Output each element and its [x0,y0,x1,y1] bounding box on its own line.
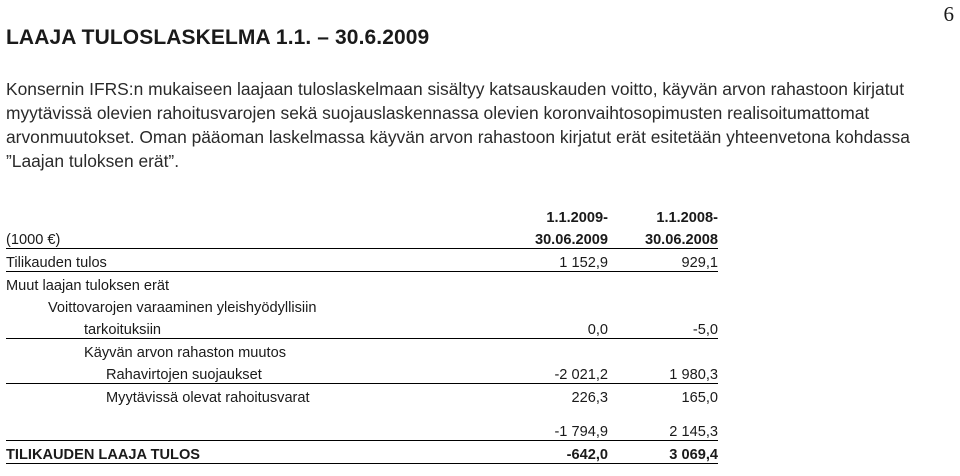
row-label: Käyvän arvon rahaston muutos [6,339,498,362]
row-value-2009: 1 152,9 [498,249,608,272]
row-value-2008 [608,339,718,362]
unit-label: (1000 €) [6,232,61,248]
table-row [6,384,718,407]
total-value-2009: -642,0 [498,441,608,464]
row-label [6,418,498,441]
col1-header-line1: 1.1.2009- [546,210,608,226]
subtotal-row [6,418,718,441]
table-row [6,316,718,339]
row-value-2009 [498,294,608,316]
row-value-2009 [498,339,608,362]
table-row [6,361,718,384]
row-value-2009: 0,0 [587,322,608,338]
row-value-2008: 1 980,3 [669,367,718,383]
row-label: Myytävissä olevat rahoitusvarat [6,384,498,407]
table-header-row-2 [6,226,718,249]
col2-header-line2: 30.06.2008 [644,232,718,248]
page-number: 6 [943,2,954,26]
row-value-2008: -5,0 [692,322,718,338]
table-header-row-1 [6,204,718,226]
row-value-2008: 165,0 [608,384,718,407]
table-row [6,339,718,362]
page-title: LAAJA TULOSLASKELMA 1.1. – 30.6.2009 [6,26,430,49]
comprehensive-income-table [6,204,718,464]
total-row [6,441,718,464]
row-value-2009: -1 794,9 [554,424,608,440]
spacer-row [6,406,718,418]
row-value-2009 [498,272,608,295]
row-value-2008 [608,294,718,316]
table-row [6,272,718,295]
table-row [6,249,718,272]
col2-header-line1: 1.1.2008- [656,210,718,226]
row-label: Voittovarojen varaaminen yleishyödyllisiin [48,300,317,316]
row-value-2009: -2 021,2 [554,367,608,383]
total-value-2008: 3 069,4 [608,441,718,464]
row-value-2008 [608,272,718,295]
row-value-2009: 226,3 [498,384,608,407]
intro-paragraph: Konsernin IFRS:n mukaiseen laajaan tuloslaskelmaan sisältyy katsauskauden voitto, käyvän arvon rahastoon kirjatut myytävissä olevien rahoitusvarojen sekä suojauslaskennassa olevien koronvaihtosopimusten realisoitumattomat arvonmuutokset. Oman pääoman laskelmassa käyvän arvon rahastoon kirjatut erät esitetään yhteenvetona kohdassa ”Laajan tuloksen erät”. [6,79,910,171]
table-row [6,294,718,316]
total-label: TILIKAUDEN LAAJA TULOS [6,441,498,464]
row-value-2008: 2 145,3 [669,424,718,440]
row-label: tarkoituksiin [84,322,162,338]
row-label: Muut laajan tuloksen erät [6,272,498,295]
row-label: Rahavirtojen suojaukset [106,367,262,383]
row-label: Tilikauden tulos [6,249,498,272]
row-value-2008: 929,1 [608,249,718,272]
col1-header-line2: 30.06.2009 [534,232,608,248]
